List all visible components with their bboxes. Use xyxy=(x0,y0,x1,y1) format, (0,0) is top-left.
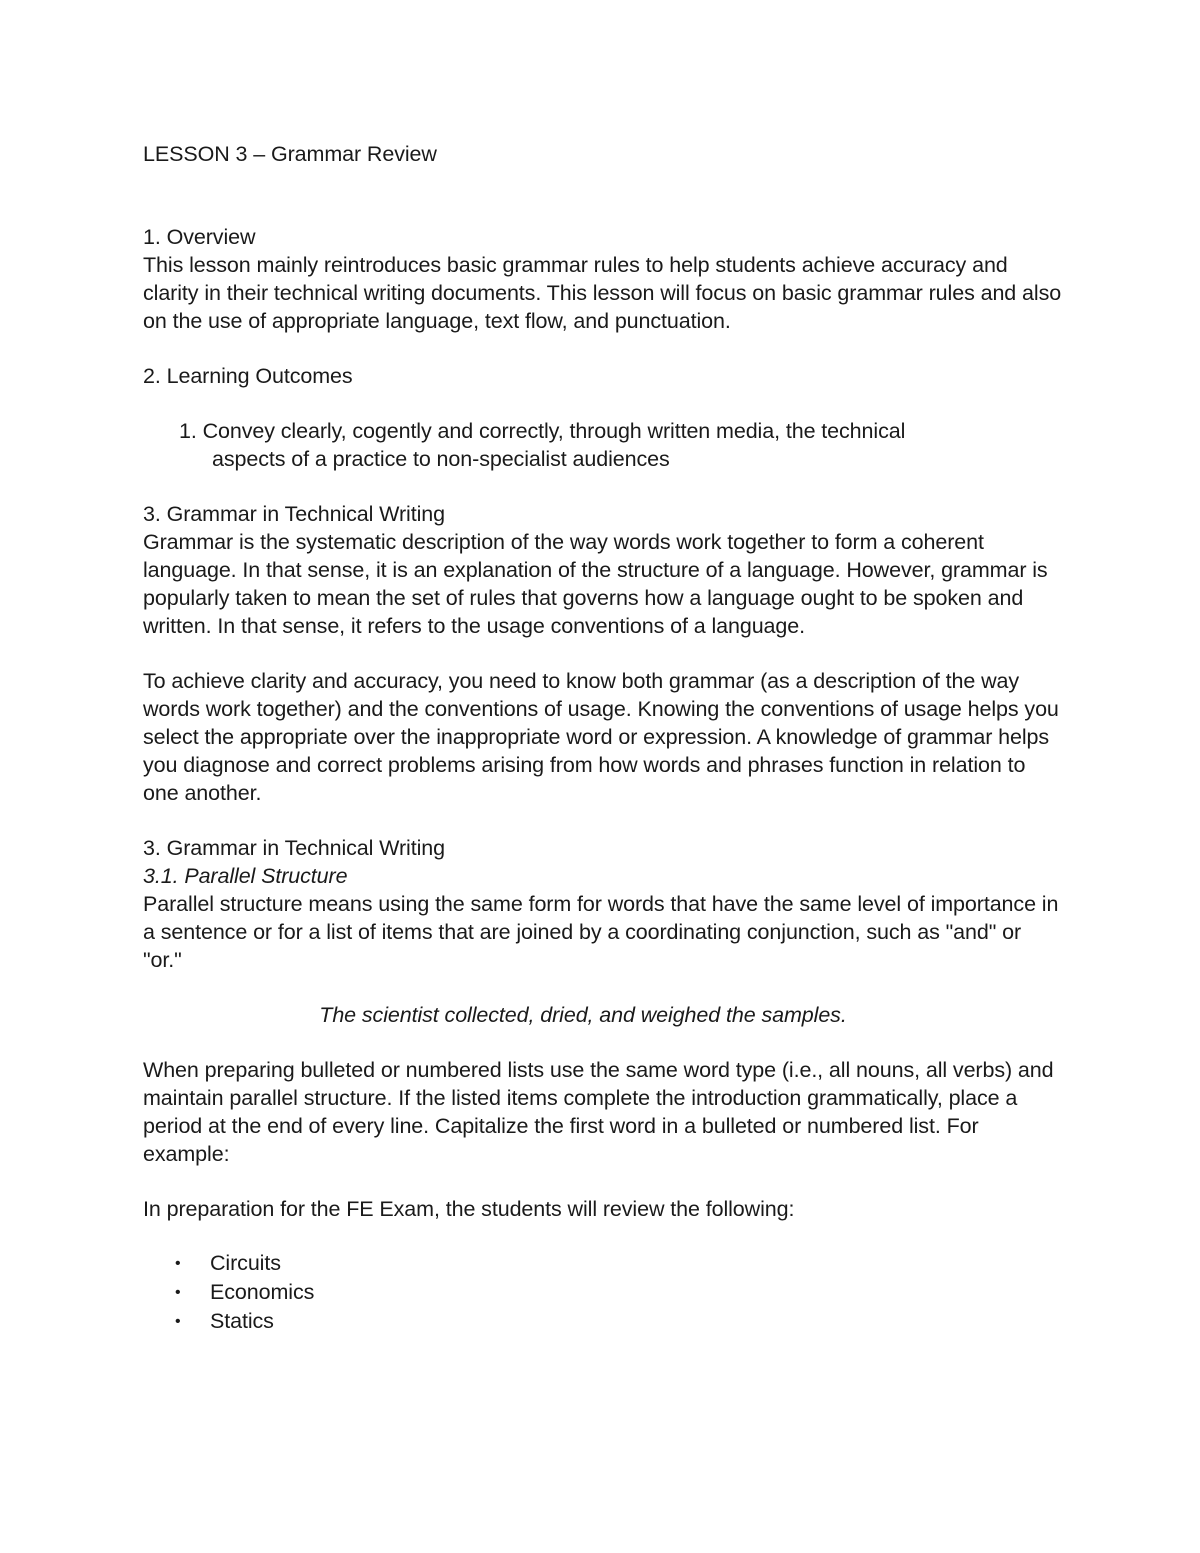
lesson-title: LESSON 3 – Grammar Review xyxy=(143,142,437,166)
bullet-icon: • xyxy=(175,1313,181,1330)
grammar-heading: 3. Grammar in Technical Writing xyxy=(143,502,445,526)
learning-outcomes-heading: 2. Learning Outcomes xyxy=(143,364,353,388)
grammar-body-2: To achieve clarity and accuracy, you need to know both grammar (as a description of the way words work together) and the conventions of usage. Knowing the conventions of usage helps you select the appropriate over the inappropriate word or expression. A knowledge of grammar helps you diagnose and correct problems arising from how words and phrases function in relation to one another. xyxy=(143,669,1059,805)
list-item-text: Circuits xyxy=(210,1251,281,1275)
overview-heading: 1. Overview xyxy=(143,225,256,249)
outcome-item xyxy=(179,417,1063,445)
list-item-text: Economics xyxy=(210,1280,315,1304)
grammar-heading-repeat: 3. Grammar in Technical Writing xyxy=(143,836,445,860)
parallel-structure-subheading: 3.1. Parallel Structure xyxy=(143,864,348,888)
list-item-text: Statics xyxy=(210,1309,274,1333)
bullet-icon: • xyxy=(175,1284,181,1301)
parallel-structure-body: Parallel structure means using the same form for words that have the same level of importance in a sentence or for a list of items that are joined by a coordinating conjunction, such as "and" or "or." xyxy=(143,892,1059,972)
list-item xyxy=(143,1307,1063,1336)
grammar-body-1: Grammar is the systematic description of the way words work together to form a coherent language. In that sense, it is an explanation of the structure of a language. However, grammar is popularly taken to mean the set of rules that governs how a language ought to be spoken and written. In that sense, it refers to the usage conventions of a language. xyxy=(143,530,1048,638)
outcome-text-line1: Convey clearly, cogently and correctly, through written media, the technical xyxy=(202,419,906,443)
learning-outcomes-list xyxy=(143,417,1063,473)
document-content xyxy=(143,140,1063,1336)
list-item xyxy=(143,1249,1063,1278)
bullet-list xyxy=(143,1249,1063,1336)
outcome-text-line2: aspects of a practice to non-specialist audiences xyxy=(212,447,670,471)
example-sentence: The scientist collected, dried, and weighed the samples. xyxy=(319,1003,847,1027)
list-intro: In preparation for the FE Exam, the students will review the following: xyxy=(143,1197,795,1221)
list-item xyxy=(143,1278,1063,1307)
bullet-icon: • xyxy=(175,1255,181,1272)
outcome-number: 1. xyxy=(179,419,197,443)
overview-body: This lesson mainly reintroduces basic grammar rules to help students achieve accuracy and clarity in their technical writing documents. This lesson will focus on basic grammar rules and also on the use of appropriate language, text flow, and punctuation. xyxy=(143,253,1062,333)
lists-guidance-body: When preparing bulleted or numbered lists use the same word type (i.e., all nouns, all verbs) and maintain parallel structure. If the listed items complete the introduction grammatically, place a period at the end of every line. Capitalize the first word in a bulleted or numbered list. For example: xyxy=(143,1058,1054,1166)
